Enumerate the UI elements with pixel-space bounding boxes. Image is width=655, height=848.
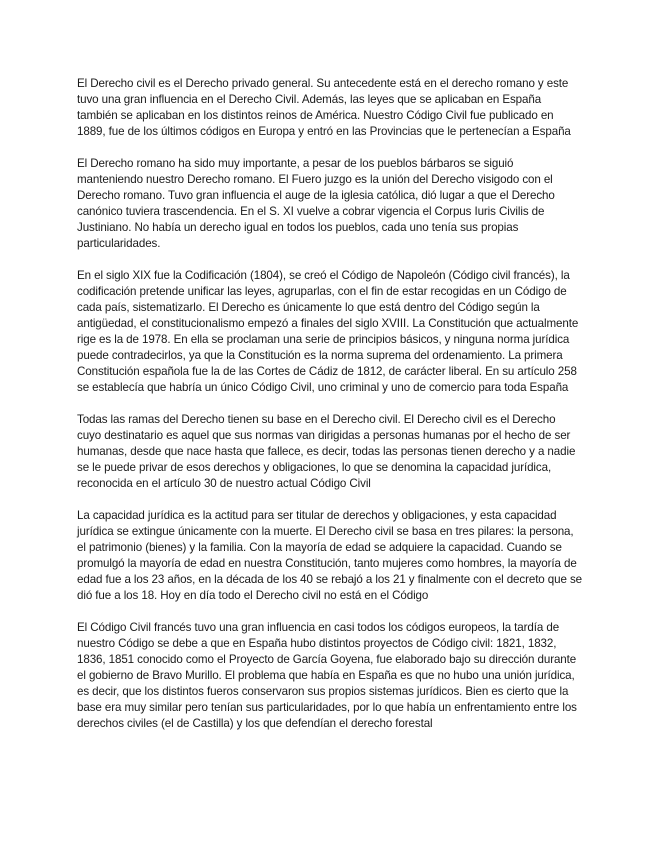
paragraph-6: El Código Civil francés tuvo una gran influencia en casi todos los códigos europeos, la tardía de nuestro Código se debe a que en España hubo distintos proyectos de Código civil: 1821, 1832, 1836, 1851 conocido como el Proyecto de García Goyena, fue elaborado bajo su dirección durante el gobierno de Bravo Murillo. El problema que había en España es que no hubo una unión jurídica, es decir, que los distintos fueros conservaron sus propios sistemas jurídicos. Bien es cierto que la base era muy similar pero tenían sus particularidades, por lo que había un enfrentamiento entre los derechos civiles (el de Castilla) y los que defendían el derecho forestal <box>77 621 577 730</box>
paragraph-1: El Derecho civil es el Derecho privado general. Su antecedente está en el derecho romano y este tuvo una gran influencia en el Derecho Civil. Además, las leyes que se aplicaban en España también se aplicaban en los distintos reinos de América. Nuestro Código Civil fue publicado en 1889, fue de los últimos códigos en Europa y entró en las Provincias que le pertenecían a España <box>77 77 571 138</box>
paragraph-3: En el siglo XIX fue la Codificación (1804), se creó el Código de Napoleón (Código civil francés), la codificación pretende unificar las leyes, agruparlas, con el fin de estar recogidas en un Código de cada país, sistematizarlo. El Derecho es únicamente lo que está dentro del Código según la antigüedad, el constitucionalismo empezó a finales del siglo XVIII. La Constitución que actualmente rige es la de 1978. En ella se proclaman una serie de principios básicos, y ninguna norma jurídica puede contradecirlos, ya que la Constitución es la norma suprema del ordenamiento. La primera Constitución española fue la de las Cortes de Cádiz de 1812, de carácter liberal. En su artículo 258 se establecía que habría un único Código Civil, uno criminal y uno de comercio para toda España <box>77 269 579 394</box>
document-body <box>77 76 582 748</box>
paragraph-2: El Derecho romano ha sido muy importante, a pesar de los pueblos bárbaros se siguió manteniendo nuestro Derecho romano. El Fuero juzgo es la unión del Derecho visigodo con el Derecho romano. Tuvo gran influencia el auge de la iglesia católica, dió lugar a que el Derecho canónico tuviera trascendencia. En el S. XI vuelve a cobrar vigencia el Corpus Iuris Civilis de Justiniano. No había un derecho igual en todos los pueblos, cada uno tenía sus propias particularidades. <box>77 157 555 250</box>
paragraph-4: Todas las ramas del Derecho tienen su base en el Derecho civil. El Derecho civil es el Derecho cuyo destinatario es aquel que sus normas van dirigidas a personas humanas por el hecho de ser humanas, desde que nace hasta que fallece, es decir, todas las personas tienen derecho y a nadie se le puede privar de esos derechos y obligaciones, lo que se denomina la capacidad jurídica, reconocida en el artículo 30 de nuestro actual Código Civil <box>77 413 576 490</box>
paragraph-5: La capacidad jurídica es la actitud para ser titular de derechos y obligaciones, y esta capacidad jurídica se extingue únicamente con la muerte. El Derecho civil se basa en tres pilares: la persona, el patrimonio (bienes) y la familia. Con la mayoría de edad se adquiere la capacidad. Cuando se promulgó la mayoría de edad en nuestra Constitución, tanto mujeres como hombres, la mayoría de edad fue a los 23 años, en la década de los 40 se rebajó a los 21 y finalmente con el decreto que se dió fue a los 18. Hoy en día todo el Derecho civil no está en el Código <box>77 509 582 602</box>
